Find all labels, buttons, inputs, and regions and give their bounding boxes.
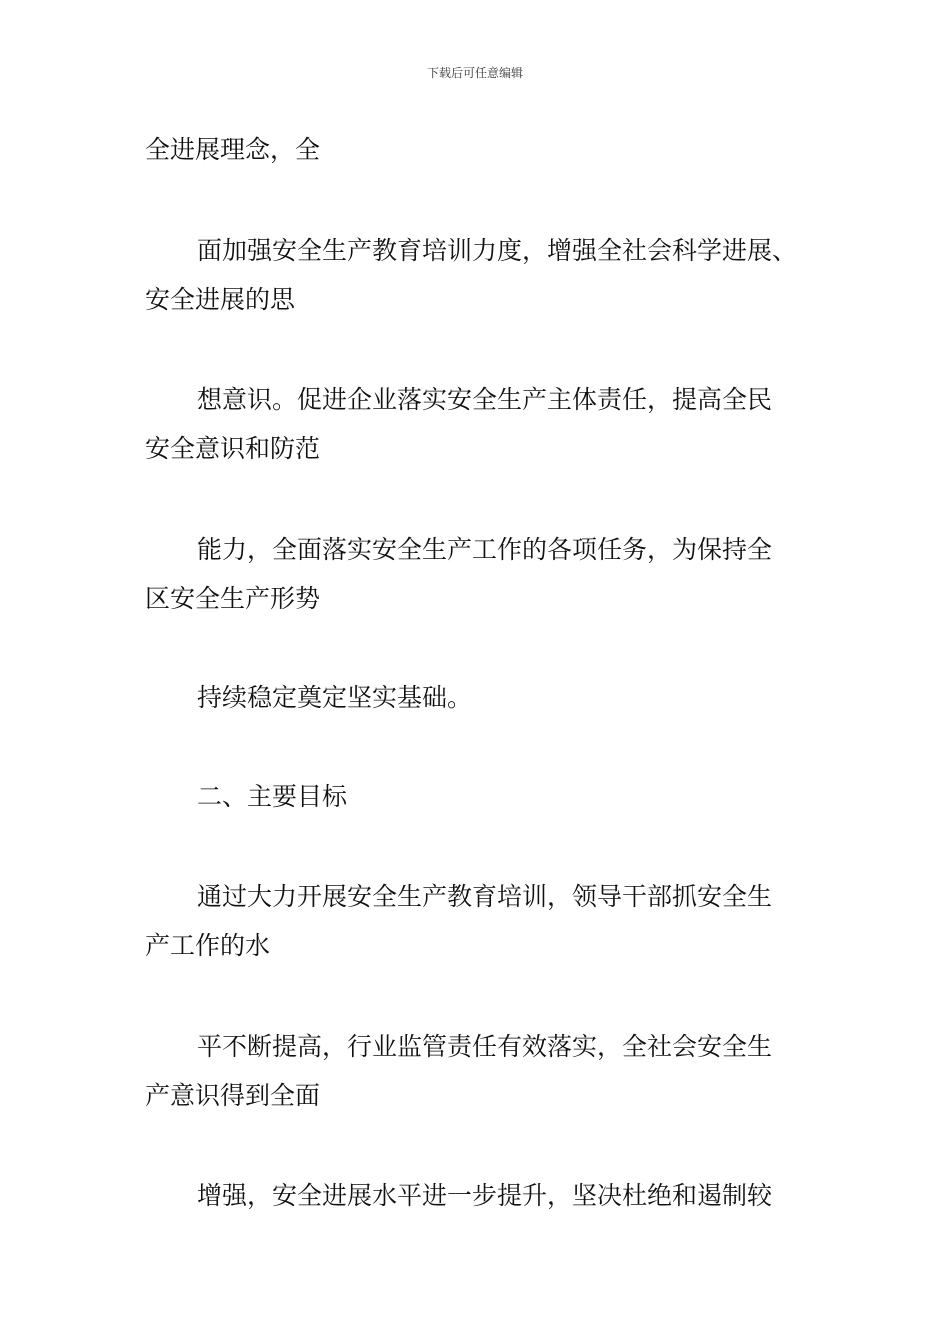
section-heading: [145, 772, 810, 821]
paragraph-line: 产工作的水: [145, 931, 271, 960]
paragraph-line: 面加强安全生产教育培训力度，增强全社会科学进展、: [197, 236, 798, 265]
paragraph-line: 增强，安全进展水平进一步提升，坚决杜绝和遏制较: [197, 1181, 773, 1210]
paragraph: [145, 1171, 810, 1220]
paragraph: [145, 673, 810, 722]
paragraph: [145, 226, 810, 324]
paragraph-line: 安全进展的思: [145, 285, 296, 314]
paragraph-line: 区安全生产形势: [145, 584, 321, 613]
paragraph: [145, 1022, 810, 1120]
paragraph-line: 持续稳定奠定坚实基础。: [197, 683, 473, 712]
paragraph-line: 通过大力开展安全生产教育培训，领导干部抓安全生: [197, 882, 773, 911]
page-header: 下载后可任意编辑: [426, 66, 523, 80]
paragraph-line: 想意识。促进企业落实安全生产主体责任，提高全民: [197, 385, 773, 414]
paragraph-line: 能力，全面落实安全生产工作的各项任务，为保持全: [197, 535, 773, 564]
paragraph-line: 平不断提高，行业监管责任有效落实，全社会安全生: [197, 1032, 773, 1061]
paragraph-line: 二、主要目标: [197, 782, 348, 811]
paragraph-line: 产意识得到全面: [145, 1081, 321, 1110]
paragraph-line: 全进展理念，全: [145, 135, 321, 164]
paragraph: [145, 125, 810, 174]
paragraph: [145, 872, 810, 970]
paragraph: [145, 525, 810, 623]
paragraph: [145, 375, 810, 473]
paragraph-line: 安全意识和防范: [145, 434, 321, 463]
